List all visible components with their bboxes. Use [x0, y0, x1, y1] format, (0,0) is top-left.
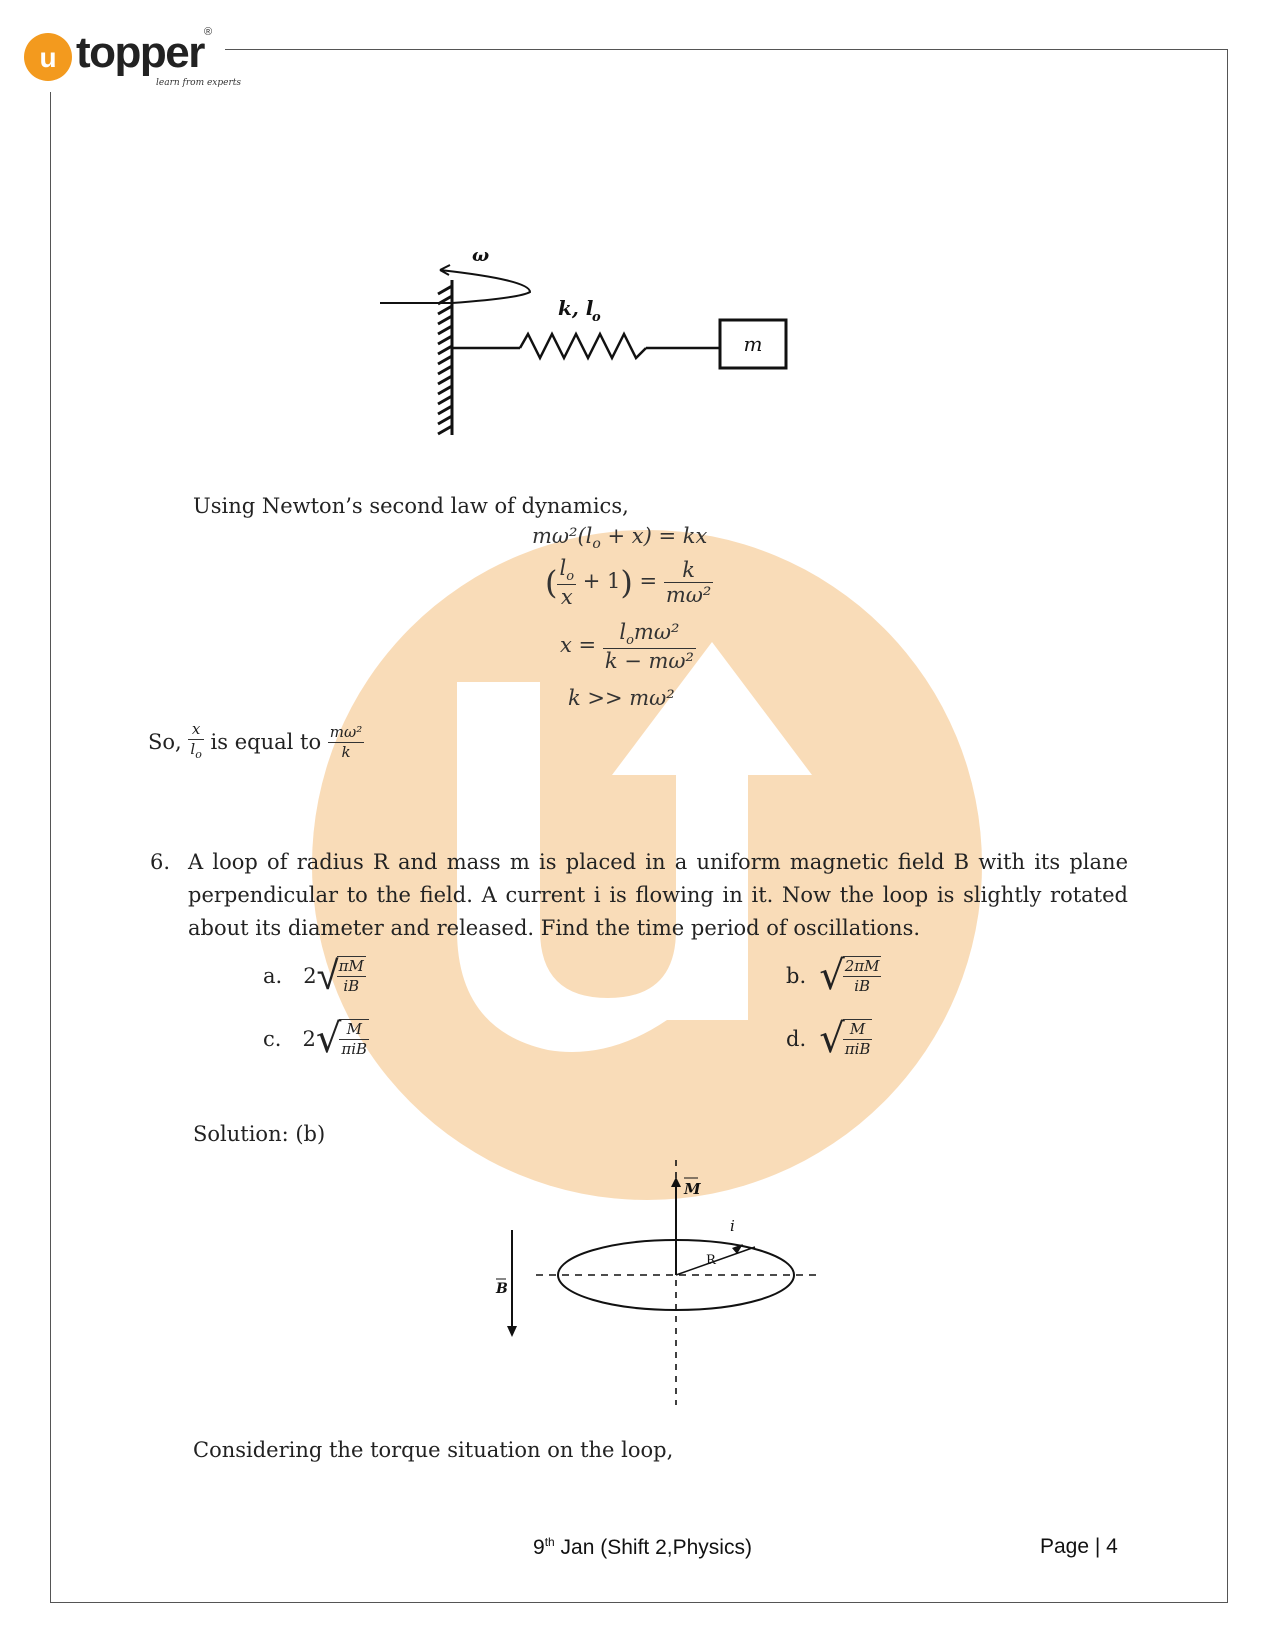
question-text: A loop of radius R and mass m is placed in a uniform magnetic field B with its plane perpendicular to the field. A current i is flowing in it. Now the loop is slightly rotated about its diameter and released. Find the time period of oscillations.	[188, 850, 1128, 940]
option-d	[786, 1016, 872, 1062]
result-fden-sub: o	[195, 748, 202, 761]
option-a-num: πM	[338, 957, 364, 975]
mass-label: m	[743, 332, 763, 356]
option-d-label: d.	[786, 1027, 807, 1051]
torque-text: Considering the torque situation on the loop,	[193, 1438, 674, 1462]
result-rden: k	[341, 742, 351, 761]
equation-2-num: l	[559, 556, 567, 580]
brand-tagline: learn from experts	[156, 78, 242, 88]
option-b-radical: √	[819, 953, 845, 999]
footer-day: 9	[533, 1536, 545, 1559]
option-b-num: 2πM	[844, 957, 880, 975]
brand-logo	[20, 26, 242, 92]
option-c-coef: 2	[302, 1027, 316, 1051]
brand-registered-mark: ®	[204, 26, 213, 38]
equation-2-frac-right	[664, 558, 713, 607]
moment-label: M	[684, 1180, 701, 1198]
result-fden: l	[190, 740, 196, 758]
moment-arrowhead	[671, 1177, 681, 1187]
option-c-radical: √	[315, 1016, 342, 1062]
solution-label: Solution: (b)	[193, 1122, 326, 1146]
newton-intro: Using Newton’s second law of dynamics,	[193, 494, 629, 518]
frame-bottom-rule	[50, 1602, 1228, 1603]
result-frac-left	[188, 720, 203, 764]
result-fnum: x	[188, 720, 203, 740]
current-label: i	[730, 1217, 735, 1235]
spring-mass-figure	[380, 240, 820, 455]
equation-2-frac-left	[557, 556, 576, 609]
page-number: Page | 4	[1040, 1535, 1118, 1558]
equation-2	[545, 556, 713, 609]
radius-label: R	[706, 1253, 716, 1268]
frame-right-rule	[1227, 49, 1228, 1602]
equation-4: k >> mω²	[568, 686, 675, 710]
option-b-den: iB	[854, 977, 871, 995]
equation-1-rhs: + x) = kx	[600, 524, 708, 548]
equation-1-lhs: mω²(l	[532, 524, 593, 548]
field-label: B	[496, 1281, 508, 1297]
svg-text:u: u	[39, 42, 57, 73]
equation-3-num-sub: o	[626, 633, 634, 649]
equation-2-den: x	[560, 585, 573, 610]
spring-label-sub: o	[592, 310, 601, 325]
equation-3-num-rest: mω²	[633, 620, 680, 644]
option-d-radical: √	[819, 1016, 845, 1062]
option-d-num: M	[843, 1020, 873, 1040]
equation-2-close-paren: )	[620, 563, 633, 602]
footer-day-sup: th	[544, 1535, 555, 1549]
equation-3	[560, 620, 696, 673]
result-middle: is equal to	[210, 730, 322, 754]
option-a-label: a.	[263, 964, 283, 988]
result-line	[148, 720, 364, 764]
equation-1	[532, 524, 707, 552]
brand-name: topper	[76, 28, 204, 77]
wall-hatching	[438, 286, 452, 434]
frame-top-rule	[225, 49, 1228, 50]
option-b-frac	[843, 956, 882, 996]
footer-title	[533, 1535, 752, 1560]
result-prefix: So,	[148, 730, 182, 754]
footer-rest: Jan (Shift 2,Physics)	[554, 1536, 752, 1559]
equation-2-open-paren: (	[545, 563, 558, 602]
spring-coil	[520, 334, 646, 358]
option-a-frac	[337, 956, 366, 996]
option-a-coef: 2	[303, 964, 317, 988]
option-b	[786, 953, 881, 999]
equation-2-num-sub: o	[566, 569, 575, 585]
rotation-arrow	[380, 270, 530, 303]
option-c-num: M	[339, 1020, 369, 1040]
brand-logo-icon	[23, 32, 73, 82]
option-d-den: πiB	[844, 1040, 871, 1058]
option-a-radical: √	[316, 953, 339, 999]
equation-3-frac	[603, 620, 696, 673]
option-a	[263, 953, 366, 999]
equation-2-rnum: k	[664, 558, 713, 583]
equation-3-lhs: x =	[560, 633, 597, 658]
equation-2-plus: + 1	[582, 569, 621, 594]
equation-2-rden: mω²	[665, 583, 712, 608]
equation-3-num: l	[619, 620, 627, 644]
option-a-den: iB	[343, 977, 360, 995]
omega-label: ω	[472, 245, 490, 266]
current-loop-figure	[470, 1150, 830, 1410]
equation-2-equals: =	[639, 569, 658, 594]
result-frac-right	[328, 723, 364, 762]
option-d-frac	[843, 1019, 873, 1059]
result-rnum: mω²	[329, 722, 363, 741]
field-arrowhead	[507, 1326, 517, 1337]
equation-3-den: k − mω²	[604, 649, 694, 674]
option-b-label: b.	[786, 964, 807, 988]
option-c	[263, 1016, 369, 1062]
equation-1-sub: o	[592, 536, 601, 553]
option-c-den: πiB	[341, 1040, 368, 1058]
option-c-label: c.	[263, 1027, 282, 1051]
option-c-frac	[339, 1019, 369, 1059]
question-number: 6.	[150, 850, 171, 874]
spring-label: k, l	[558, 296, 594, 320]
frame-left-rule	[50, 92, 51, 1602]
